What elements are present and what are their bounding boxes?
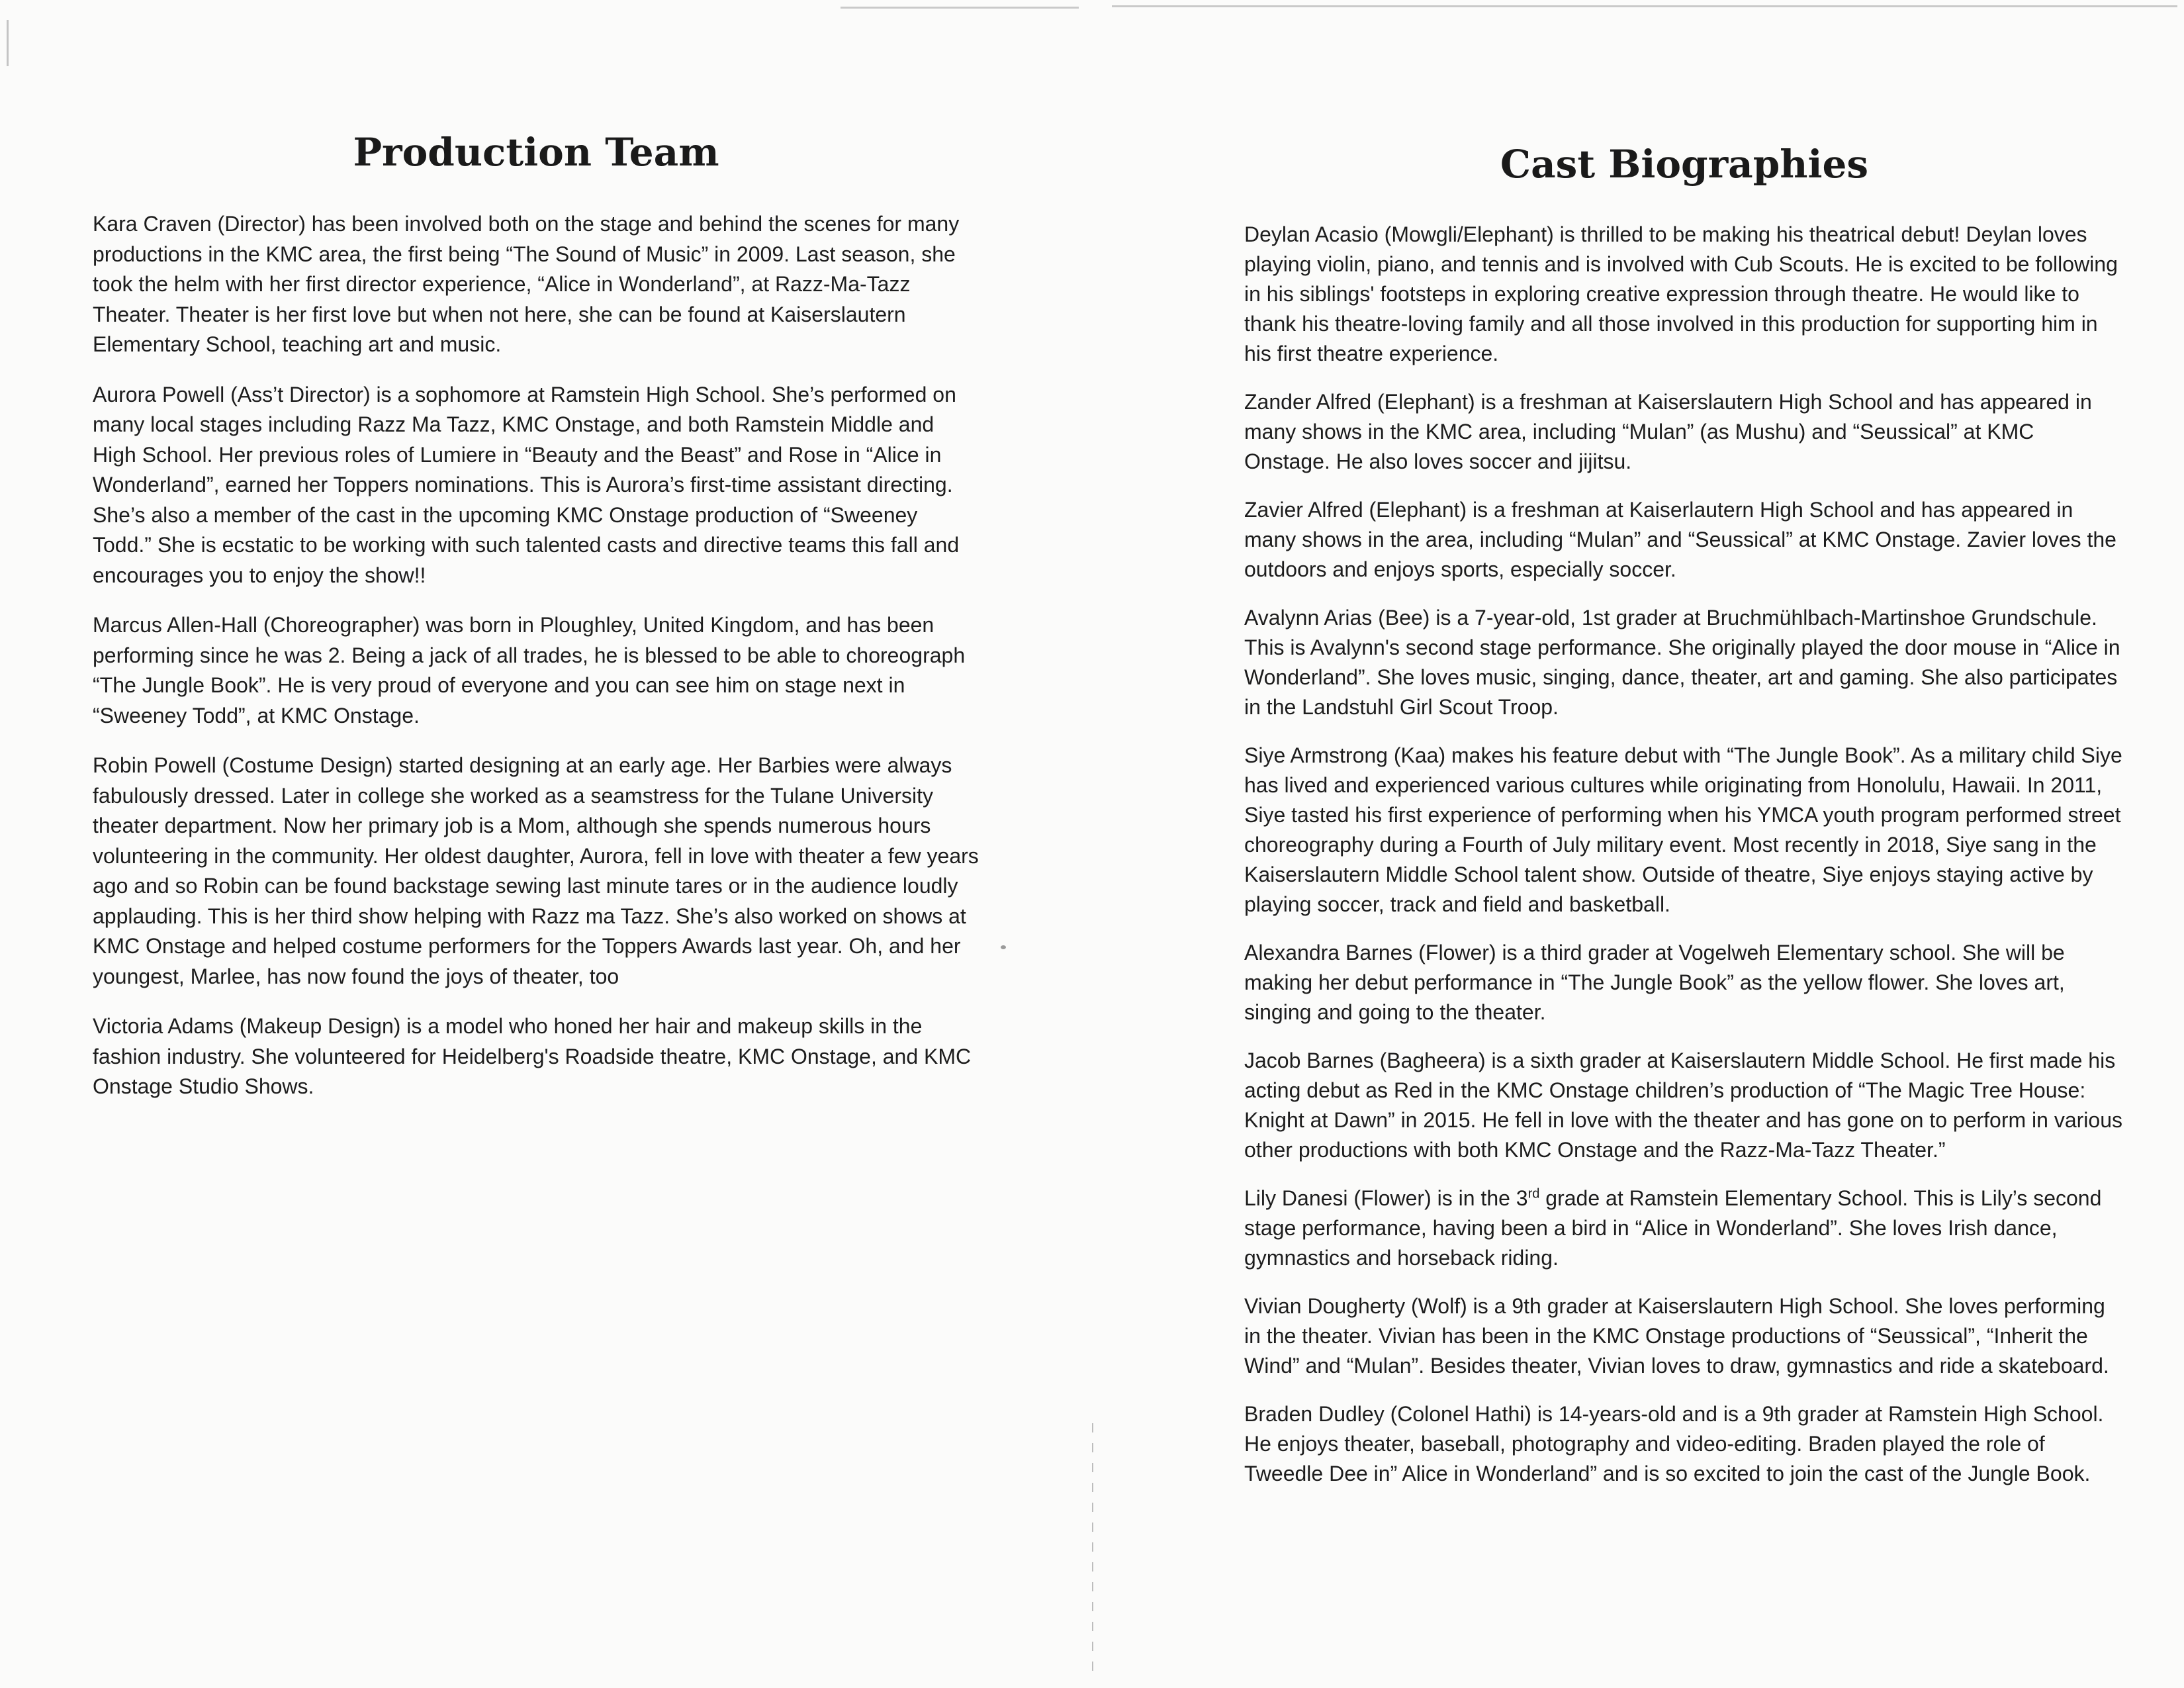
bio-paragraph: Zander Alfred (Elephant) is a freshman at Kaiserslautern High School and has appeared in many shows in the KMC area, including “Mulan” (as Mushu) and “Seussical” at KMC Onstage. He also loves soccer and jijitsu.: [1244, 390, 2092, 473]
bio-paragraph: Deylan Acasio (Mowgli/Elephant) is thrilled to be making his theatrical debut! Deylan loves playing violin, piano, and tennis and is involved with Cub Scouts. He is excited to be following in his siblings' footsteps in exploring creative expression through theatre. He would like to thank his theatre-loving family and all those involved in this production for supporting him in his first theatre experience.: [1244, 222, 2118, 365]
production-team-list: [93, 209, 979, 1122]
bio-paragraph: Kara Craven (Director) has been involved both on the stage and behind the scenes for many productions in the KMC area, the first being “The Sound of Music” in 2009. Last season, she took the helm with her first director experience, “Alice in Wonderland”, at Razz-Ma-Tazz Theater. Theater is her first love but when not here, she can be found at Kaiserslautern Elementary School, teaching art and music.: [93, 212, 960, 356]
bio-paragraph: Siye Armstrong (Kaa) makes his feature debut with “The Jungle Book”. As a military child Siye has lived and experienced various cultures while originating from Honolulu, Hawaii. In 2011, Siye tasted his first experience of performing when his YMCA youth program performed street choreography during a Fourth of July military event. Most recently in 2018, Siye sang in the Kaiserslautern Middle School talent show. Outside of theatre, Siye enjoys staying active by playing soccer, track and field and basketball.: [1244, 743, 2122, 916]
bio-paragraph: Avalynn Arias (Bee) is a 7-year-old, 1st grader at Bruchmühlbach-Martinshoe Grundschule. This is Avalynn's second stage performance. She originally played the door mouse in “Alice in Wonderland”. She loves music, singing, dance, theater, art and gaming. She also participates in the Landstuhl Girl Scout Troop.: [1244, 606, 2120, 719]
scan-line-left: [841, 7, 1079, 9]
bio-paragraph: Robin Powell (Costume Design) started designing at an early age. Her Barbies were always fabulously dressed. Later in college she worked as a seamstress for the Tulane University theater department. Now her primary job is a Mom, although she spends numerous hours volunteering in the community. Her oldest daughter, Aurora, fell in love with theater a few years ago and so Robin can be found backstage sewing last minute tares or in the audience loudly applauding. This is her third show helping with Razz ma Tazz. She’s also worked on shows at KMC Onstage and helped costume performers for the Toppers Awards last year. Oh, and her youngest, Marlee, has now found the joys of theater, too: [93, 753, 979, 988]
bio-paragraph: Braden Dudley (Colonel Hathi) is 14-years-old and is a 9th grader at Ramstein High School. He enjoys theater, baseball, photography and video-editing. Braden played the role of Tweedle Dee in” Alice in Wonderland” and is so excited to join the cast of the Jungle Book.: [1244, 1402, 2104, 1485]
bio-paragraph: Zavier Alfred (Elephant) is a freshman at Kaiserlautern High School and has appeared in many shows in the area, including “Mulan” and “Seussical” at KMC Onstage. Zavier loves the outdoors and enjoys sports, especially soccer.: [1244, 498, 2116, 581]
bio-paragraph: Vivian Dougherty (Wolf) is a 9th grader at Kaiserslautern High School. She loves performing in the theater. Vivian has been in the KMC Onstage productions of “Seussical”, “Inherit the Wind” and “Mulan”. Besides theater, Vivian loves to draw, gymnastics and ride a skateboard.: [1244, 1294, 2109, 1378]
bio-paragraph: Victoria Adams (Makeup Design) is a model who honed her hair and makeup skills in the fashion industry. She volunteered for Heidelberg's Roadside theatre, KMC Onstage, and KMC Onstage Studio Shows.: [93, 1014, 972, 1098]
bio-paragraph: Marcus Allen-Hall (Choreographer) was born in Ploughley, United Kingdom, and has been performing since he was 2. Being a jack of all trades, he is blessed to be able to choreograph “The Jungle Book”. He is very proud of everyone and you can see him on stage next in “Sweeney Todd”, at KMC Onstage.: [93, 613, 966, 727]
bio-paragraph: Aurora Powell (Ass’t Director) is a sophomore at Ramstein High School. She’s performed on many local stages including Razz Ma Tazz, KMC Onstage, and both Ramstein Middle and High School. Her previous roles of Lumiere in “Beauty and the Beast” and Rose in “Alice in Wonderland”, earned her Toppers nominations. This is Aurora’s first-time assistant directing. She’s also a member of the cast in the upcoming KMC Onstage production of “Sweeney Todd.” She is ecstatic to be working with such talented casts and directive teams this fall and encourages you to enjoy the show!!: [93, 382, 960, 587]
bio-paragraph: Alexandra Barnes (Flower) is a third grader at Vogelweh Elementary school. She will be making her debut performance in “The Jungle Book” as the yellow flower. She loves art, singing and going to the theater.: [1244, 941, 2065, 1024]
scan-speck: [1001, 945, 1006, 949]
scan-edge-mark: [7, 20, 9, 66]
cast-biographies-list: [1244, 220, 2124, 1507]
page-title: Production Team: [353, 130, 719, 175]
bio-paragraph: Lily Danesi (Flower) is in the 3rd grade at Ramstein Elementary School. This is Lily’s second stage performance, having been a bird in “Alice in Wonderland”. She loves Irish dance, gymnastics and horseback riding.: [1244, 1186, 2102, 1270]
page-title: Cast Biographies: [1500, 142, 1869, 187]
center-fold: [1092, 1423, 1093, 1681]
bio-paragraph: Jacob Barnes (Bagheera) is a sixth grader at Kaiserslautern Middle School. He first made his acting debut as Red in the KMC Onstage children’s production of “The Magic Tree House: Knight at Dawn” in 2015. He fell in love with the theater and has gone on to perform in various other productions with both KMC Onstage and the Razz-Ma-Tazz Theater.”: [1244, 1049, 2122, 1162]
scan-line-right: [1112, 5, 2177, 7]
